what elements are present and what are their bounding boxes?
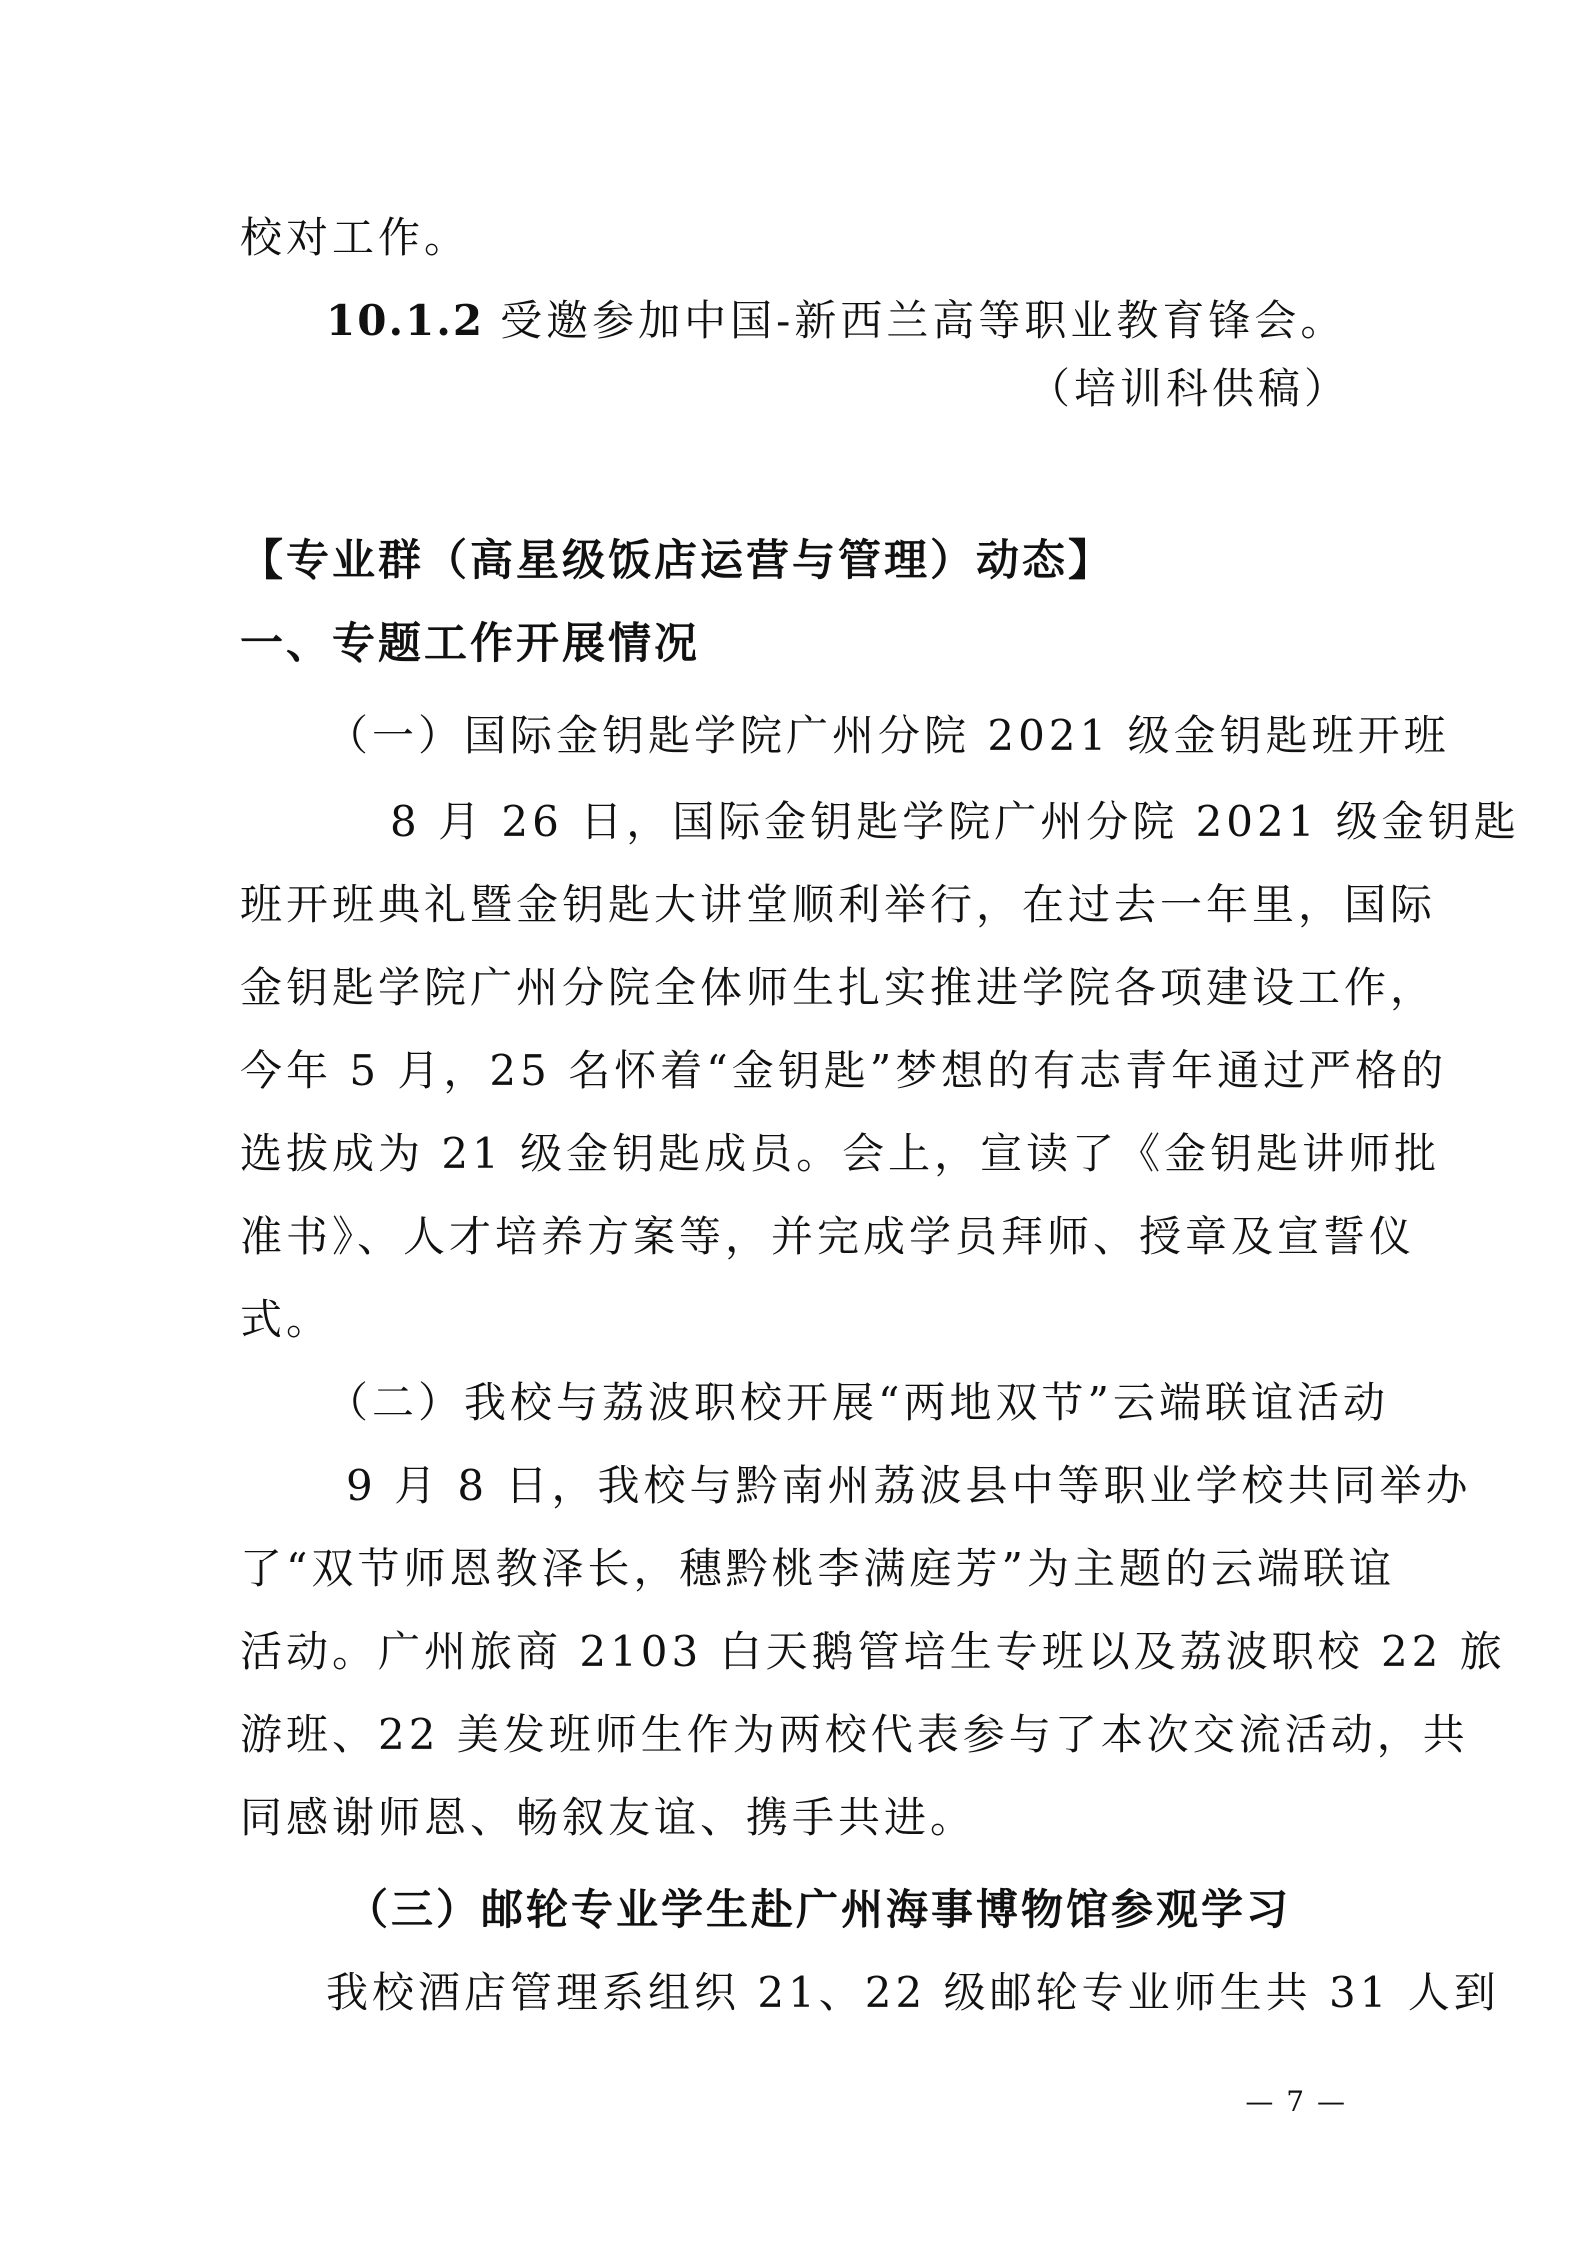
paragraph-line: 今年 5 月，25 名怀着“金钥匙”梦想的有志青年通过严格的 (240, 1046, 1448, 1095)
subheading-2: （二）我校与荔波职校开展“两地双节”云端联谊活动 (326, 1378, 1389, 1427)
subheading-1: （一）国际金钥匙学院广州分院 2021 级金钥匙班开班 (326, 711, 1450, 760)
heading-1: 一、专题工作开展情况 (240, 619, 700, 669)
subheading-3: （三）邮轮专业学生赴广州海事博物馆参观学习 (346, 1885, 1292, 1934)
paragraph-line: 选拔成为 21 级金钥匙成员。会上，宣读了《金钥匙讲师批 (240, 1129, 1441, 1178)
paragraph-line: 准书》、人才培养方案等，并完成学员拜师、授章及宣誓仪 (240, 1212, 1416, 1261)
paragraph-line: 了“双节师恩教泽长，穗黔桃李满庭芳”为主题的云端联谊 (240, 1544, 1395, 1593)
paragraph-line: 活动。广州旅商 2103 白天鹅管培生专班以及荔波职校 22 旅 (240, 1627, 1506, 1676)
source-credit: （培训科供稿） (1027, 364, 1350, 413)
paragraph-line: 班开班典礼暨金钥匙大讲堂顺利举行，在过去一年里，国际 (240, 880, 1437, 929)
page-number: — 7 — (1245, 2085, 1347, 2118)
paragraph-line: 9 月 8 日，我校与黔南州荔波县中等职业学校共同举办 (346, 1461, 1472, 1510)
text-line: 校对工作。 (240, 213, 471, 262)
item-text: 受邀参加中国-新西兰高等职业教育锋会。 (500, 296, 1347, 345)
item-10-1-2 (326, 295, 1350, 347)
paragraph-line: 游班、22 美发班师生作为两校代表参与了本次交流活动，共 (240, 1710, 1469, 1759)
paragraph-line: 我校酒店管理系组织 21、22 级邮轮专业师生共 31 人到 (326, 1968, 1500, 2017)
paragraph-line: 式。 (240, 1295, 333, 1344)
paragraph-line: 8 月 26 日，国际金钥匙学院广州分院 2021 级金钥匙 (390, 797, 1520, 846)
paragraph-line: 同感谢师恩、畅叙友谊、携手共进。 (240, 1793, 977, 1842)
item-number: 10.1.2 (326, 296, 485, 345)
section-title: 【专业群（高星级饭店运营与管理）动态】 (240, 536, 1114, 586)
paragraph-line: 金钥匙学院广州分院全体师生扎实推进学院各项建设工作， (240, 963, 1437, 1012)
